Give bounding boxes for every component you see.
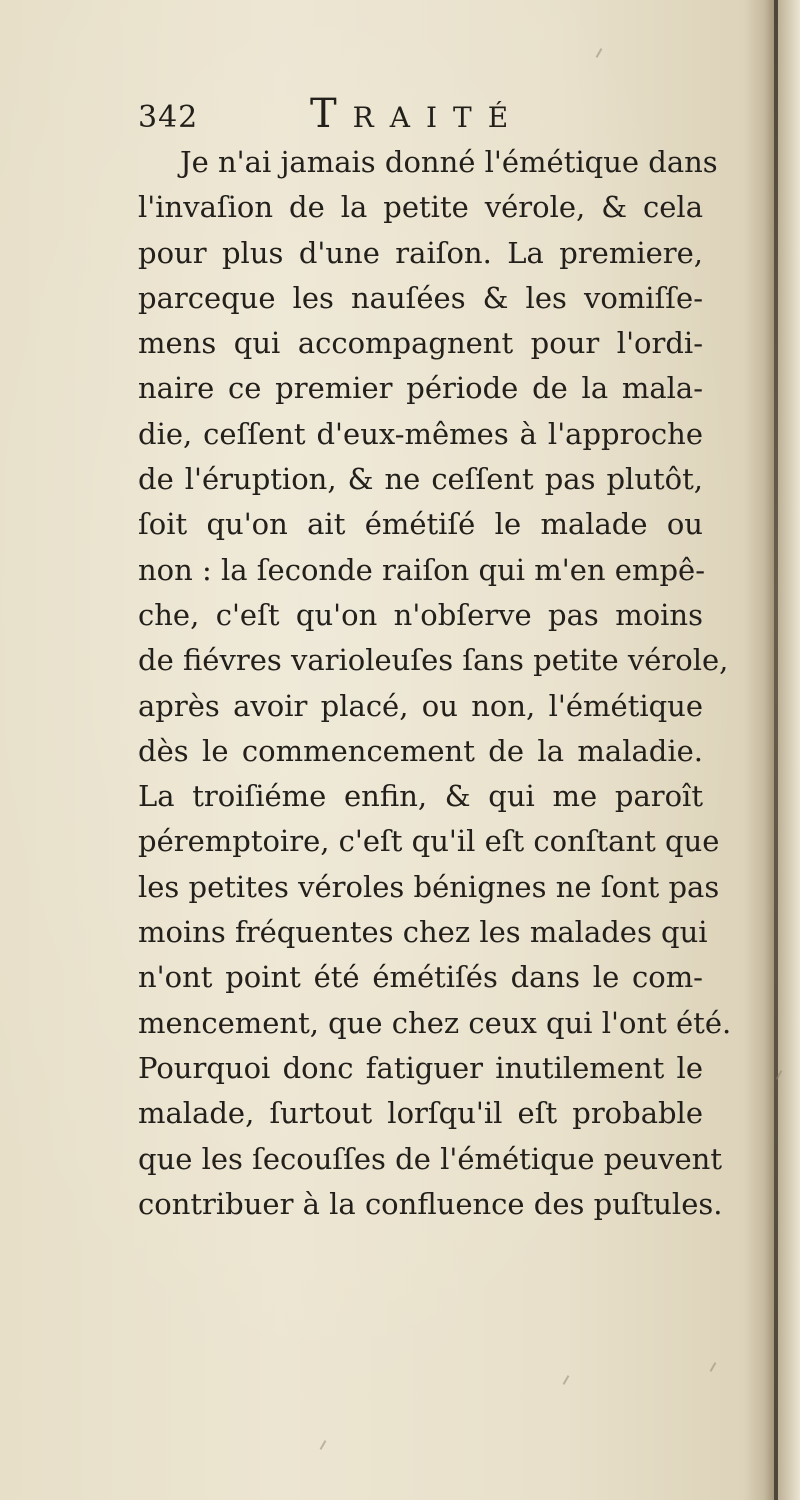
text-line: les petites véroles bénignes ne ſont pas <box>138 869 720 904</box>
text-line: n'ont point été émétiſés dans le com- <box>138 960 703 995</box>
text-line: de l'éruption, & ne ceſſent pas plutôt, <box>138 462 703 497</box>
text-line: contribuer à la confluence des puſtules. <box>138 1186 723 1221</box>
text-line: non : la ſeconde raiſon qui m'en empê- <box>138 552 705 587</box>
text-line: ſoit qu'on ait émétiſé le malade ou <box>138 507 703 542</box>
text-line: La troiſiéme enfin, & qui me paroît <box>138 779 703 814</box>
text-line: dès le commencement de la maladie. <box>138 733 703 768</box>
text-line: moins fréquentes chez les malades qui <box>138 915 708 950</box>
text-line: péremptoire, c'eſt qu'il eſt conſtant que <box>138 824 720 859</box>
gutter-shadow <box>764 0 774 1500</box>
text-line: pour plus d'une raiſon. La premiere, <box>138 235 703 270</box>
paper-fleck <box>596 48 603 58</box>
text-line: Je n'ai jamais donné l'émétique dans <box>180 145 718 179</box>
text-line: naire ce premier période de la mala- <box>138 371 703 406</box>
page-header <box>138 90 698 140</box>
text-line: che, c'eſt qu'on n'obſerve pas moins <box>138 597 703 632</box>
text-line: mencement, que chez ceux qui l'ont été. <box>138 1005 732 1040</box>
running-title: Traité <box>310 91 525 137</box>
text-line: parceque les nauſées & les vomiſſe- <box>138 280 703 315</box>
body-text <box>138 140 732 1227</box>
paper-fleck <box>710 1362 717 1372</box>
paper-fleck <box>563 1375 570 1385</box>
paper-fleck <box>320 1440 327 1450</box>
page-number: 342 <box>138 100 199 135</box>
text-line: l'invaſion de la petite vérole, & cela <box>138 190 703 225</box>
text-line: mens qui accompagnent pour l'ordi- <box>138 326 703 361</box>
text-line: die, ceſſent d'eux-mêmes à l'approche <box>138 416 703 451</box>
text-line: de fiévres varioleuſes ſans petite vérole, <box>138 643 729 678</box>
text-line: après avoir placé, ou non, l'émétique <box>138 688 703 723</box>
text-line: malade, ſurtout lorſqu'il eſt probable <box>138 1096 703 1131</box>
text-line: que les ſecouſſes de l'émétique peuvent <box>138 1141 723 1176</box>
gutter-edge <box>774 0 778 1500</box>
text-line: Pourquoi donc fatiguer inutilement le <box>138 1050 703 1085</box>
